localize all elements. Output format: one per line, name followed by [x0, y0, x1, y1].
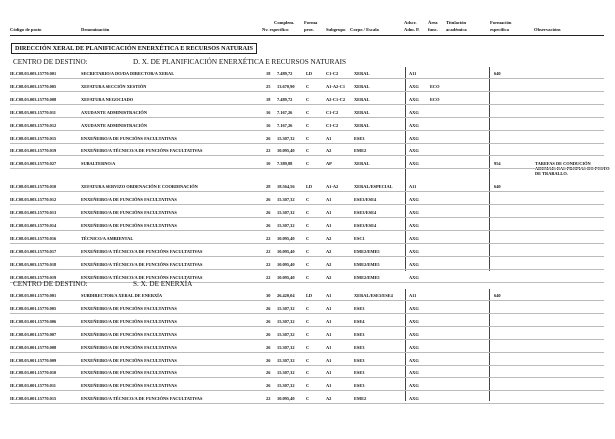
cell-corpo: ESE3/ESE4	[354, 222, 377, 228]
cell-corpo: XERAL	[354, 122, 370, 128]
cell-comp: 10.095,40	[277, 235, 295, 241]
cell-den: AXUDANTE ADMINISTRACIÓN	[81, 122, 147, 128]
cell-area: ECO	[430, 96, 440, 102]
cell-comp: 18.564,56	[277, 184, 295, 190]
cell-code: IE.C08.03.003.15770.012	[10, 197, 57, 203]
row-rule	[10, 155, 604, 156]
table-row	[0, 383, 615, 391]
cell-sub: A1	[326, 197, 332, 203]
cell-adscr: AXG	[409, 396, 419, 402]
cell-fp: C	[306, 331, 310, 337]
cell-nv: 18	[266, 71, 271, 76]
cell-comp: 10.095,40	[277, 248, 295, 254]
table-row	[0, 197, 615, 205]
cell-den: SUBALTERNO/A	[81, 161, 116, 167]
cell-nv: 22	[266, 235, 271, 241]
header-prov: prov.	[304, 27, 314, 32]
cell-den: SECRETARIO/A DO/DA DIRECTOR/A XERAL	[81, 71, 175, 76]
cell-code: IE.C08.03.001.15770.005	[10, 305, 57, 311]
cell-code: IE.C08.03.003.15770.017	[10, 248, 57, 254]
cell-adscr: AXG	[409, 210, 419, 215]
cell-fp: LD	[306, 184, 313, 190]
cell-nv: 26	[266, 383, 271, 389]
header-observacions: Observacións	[534, 27, 561, 32]
cell-sub: A1	[326, 222, 332, 228]
cell-fp: C	[306, 96, 310, 102]
table-row	[0, 223, 615, 231]
cell-code: IE.C08.03.001.15770.001	[10, 293, 57, 298]
cell-code: IE.C08.03.003.15770.019	[10, 148, 57, 154]
cell-fp: C	[306, 109, 310, 115]
header-codigo: Código de posto	[10, 27, 42, 32]
cell-sub: A2	[326, 261, 332, 267]
header-forma: Forma	[304, 20, 318, 25]
row-rule	[10, 143, 604, 144]
cell-code: IE.C08.03.001.15770.009	[10, 357, 57, 363]
table-row	[0, 396, 615, 404]
cell-code: IE.C08.03.003.15770.011	[10, 109, 56, 115]
cell-nv: 26	[266, 344, 271, 350]
cell-comp: 7.389,88	[277, 161, 293, 167]
cell-corpo: ESE3	[354, 305, 365, 311]
cell-code: IE.C08.03.003.15770.015	[10, 135, 57, 141]
cell-fp: C	[306, 83, 310, 89]
cell-adscr: AXG	[409, 331, 419, 337]
cell-fp: C	[306, 344, 310, 350]
header-adm: Adm. P.	[404, 27, 420, 32]
cell-comp: 10.095,40	[277, 274, 295, 280]
cell-code: IE.C08.03.003.15770.016	[10, 235, 57, 241]
row-rule	[10, 403, 604, 404]
cell-adscr: AXG	[409, 222, 419, 228]
cell-area: ECO	[430, 83, 440, 89]
cell-adscr: AXG	[409, 197, 419, 203]
header-subgrupo: Subgrupo	[326, 27, 346, 32]
row-rule	[10, 230, 604, 231]
cell-corpo: ESE3	[354, 344, 365, 350]
center-name: D. X. DE PLANIFICACIÓN ENERXÉTICA E RECURSOS NATURAIS	[133, 58, 347, 66]
cell-comp: 10.095,40	[277, 261, 295, 267]
table-row	[0, 345, 615, 353]
cell-obs: TAREFAS DE CONDUCIÓN ADEMAIS DAS PROPIAS DO POSTO DE TRABALLO.	[535, 161, 610, 177]
row-rule	[10, 300, 604, 301]
header-especifica: específica	[490, 27, 509, 32]
header-rule	[10, 35, 604, 36]
row-rule	[10, 191, 604, 192]
cell-code: IE.C08.03.001.15770.010	[10, 370, 57, 376]
cell-comp: 13.670,90	[277, 83, 295, 89]
cell-adscr: AXG	[409, 135, 419, 141]
cell-den: ENXEÑEIRO/A DE FUNCIÓNS FACULTATIVAS	[81, 344, 177, 350]
table-row	[0, 148, 615, 156]
header-corpo: Corpo / Escala	[350, 27, 379, 32]
cell-adscr: AXG	[409, 357, 419, 363]
cell-sub: A1	[326, 357, 332, 363]
header-complemento: Complem.	[274, 20, 295, 25]
cell-den: ENXEÑEIRO/A TÉCNICO/A DE FUNCIÓNS FACULTATIVAS	[81, 261, 203, 267]
cell-corpo: EME2/EME5	[354, 261, 380, 267]
cell-sub: A2-C1-C2	[326, 96, 346, 102]
cell-adscr: AXG	[409, 274, 419, 280]
cell-form: 640	[494, 293, 501, 298]
cell-fp: C	[306, 148, 310, 154]
cell-adscr: AXG	[409, 109, 419, 115]
table-row	[0, 97, 615, 105]
row-rule	[10, 256, 604, 257]
cell-corpo: ESE3	[354, 383, 365, 389]
cell-adscr: A11	[409, 184, 417, 190]
cell-code: IE.C08.03.001.15770.008	[10, 344, 57, 350]
header-denominacion: Denominación	[81, 27, 110, 32]
table-row	[0, 136, 615, 144]
cell-sub: C1-C2	[326, 122, 339, 128]
cell-den: ENXEÑEIRO/A DE FUNCIÓNS FACULTATIVAS	[81, 370, 177, 376]
cell-corpo: ESE3	[354, 357, 365, 363]
cell-corpo: ESE3	[354, 370, 365, 376]
center-label: CENTRO DE DESTINO:	[13, 280, 88, 288]
cell-fp: C	[306, 370, 310, 376]
cell-corpo: XERAL	[354, 71, 370, 76]
cell-comp: 15.307,32	[277, 383, 295, 389]
cell-comp: 15.307,32	[277, 344, 295, 350]
cell-adscr: AXG	[409, 318, 419, 324]
cell-nv: 26	[266, 222, 271, 228]
row-rule	[10, 313, 604, 314]
cell-fp: C	[306, 396, 310, 402]
table-row	[0, 358, 615, 366]
table-row	[0, 210, 615, 218]
cell-nv: 26	[266, 197, 271, 203]
cell-form: 954	[494, 161, 501, 167]
row-rule	[10, 390, 604, 391]
cell-form: 640	[494, 71, 501, 76]
cell-adscr: AXG	[409, 83, 419, 89]
cell-corpo: ESC1	[354, 235, 365, 241]
center-name: S. X. DE ENERXÍA	[133, 280, 193, 288]
cell-den: ENXEÑEIRO/A TÉCNICO/A DE FUNCIÓNS FACULTATIVAS	[81, 148, 203, 154]
row-rule	[10, 352, 604, 353]
cell-sub: A1-A2-C1	[326, 83, 346, 89]
cell-den: ENXEÑEIRO/A DE FUNCIÓNS FACULTATIVAS	[81, 318, 177, 324]
cell-sub: A2	[326, 235, 332, 241]
cell-den: ENXEÑEIRO/A DE FUNCIÓNS FACULTATIVAS	[81, 357, 177, 363]
cell-nv: 22	[266, 148, 271, 154]
cell-fp: C	[306, 318, 310, 324]
cell-adscr: AXG	[409, 383, 419, 389]
cell-sub: A1	[326, 344, 332, 350]
cell-sub: C1-C2	[326, 109, 339, 115]
cell-fp: LD	[306, 293, 313, 298]
cell-den: SUBDIRECTOR/A XERAL DE ENERXÍA	[81, 293, 163, 298]
header-titulacion: Titulación	[446, 20, 467, 25]
row-rule	[10, 104, 604, 105]
cell-code: IE.C08.03.003.15770.005	[10, 83, 57, 89]
cell-comp: 15.307,32	[277, 197, 295, 203]
cell-fp: LD	[306, 71, 313, 76]
cell-nv: 10	[266, 161, 271, 167]
cell-fp: C	[306, 248, 310, 254]
table-row	[0, 262, 615, 270]
cell-code: IE.C08.03.003.15770.014	[10, 222, 57, 228]
cell-sub: A2	[326, 274, 332, 280]
row-rule	[10, 78, 604, 79]
cell-nv: 22	[266, 248, 271, 254]
cell-code: IE.C08.03.003.15770.012	[10, 122, 57, 128]
cell-den: ENXEÑEIRO/A TÉCNICO/A DE FUNCIÓNS FACULTATIVAS	[81, 248, 203, 254]
cell-adscr: AXG	[409, 235, 419, 241]
cell-adscr: AXG	[409, 370, 419, 376]
row-rule	[10, 117, 604, 118]
cell-sub: A1	[326, 331, 332, 337]
cell-code: IE.C08.03.001.15770.006	[10, 318, 57, 324]
row-rule	[10, 339, 604, 340]
cell-fp: C	[306, 261, 310, 267]
cell-nv: 28	[266, 184, 271, 190]
table-row	[0, 84, 615, 92]
cell-den: AXUDANTE ADMINISTRACIÓN	[81, 109, 147, 115]
cell-code: IE.C08.03.001.15770.015	[10, 396, 57, 402]
table-row	[0, 71, 615, 79]
table-row	[0, 319, 615, 327]
cell-nv: 18	[266, 96, 271, 102]
cell-nv: 16	[266, 109, 271, 115]
cell-sub: A2	[326, 396, 332, 402]
table-row	[0, 110, 615, 118]
cell-comp: 7.489,72	[277, 71, 293, 76]
cell-code: IE.C08.03.003.15770.018	[10, 261, 57, 267]
cell-den: ENXEÑEIRO/A DE FUNCIÓNS FACULTATIVAS	[81, 135, 177, 141]
cell-code: IE.C08.03.003.15770.027	[10, 161, 57, 167]
cell-code: IE.C08.03.003.15770.008	[10, 96, 57, 102]
cell-den: ENXEÑEIRO/A DE FUNCIÓNS FACULTATIVAS	[81, 197, 177, 203]
cell-sub: A1	[326, 135, 332, 141]
table-row	[0, 306, 615, 314]
cell-fp: C	[306, 122, 310, 128]
cell-corpo: XERAL/ESPECIAL	[354, 184, 393, 190]
cell-nv: 22	[266, 396, 271, 402]
cell-comp: 15.307,32	[277, 331, 295, 337]
row-rule	[10, 91, 604, 92]
cell-adscr: AXG	[409, 344, 419, 350]
table-row	[0, 236, 615, 244]
cell-den: ENXEÑEIRO/A DE FUNCIÓNS FACULTATIVAS	[81, 305, 177, 311]
cell-corpo: ESE3	[354, 135, 365, 141]
row-rule	[10, 282, 604, 283]
cell-sub: A1	[326, 293, 332, 298]
cell-adscr: AXG	[409, 305, 419, 311]
cell-den: ENXEÑEIRO/A TÉCNICO/A DE FUNCIÓNS FACULTATIVAS	[81, 274, 203, 280]
table-row	[0, 123, 615, 131]
cell-code: IE.C08.03.001.15770.011	[10, 383, 56, 389]
cell-nv: 22	[266, 261, 271, 267]
cell-nv: 26	[266, 331, 271, 337]
section-title: DIRECCIÓN XERAL DE PLANIFICACIÓN ENERXÉTICA E RECURSOS NATURAIS	[11, 43, 257, 54]
table-row	[0, 275, 615, 283]
table-row	[0, 184, 615, 192]
cell-adscr: A11	[409, 293, 417, 298]
row-rule	[10, 168, 604, 169]
row-rule	[10, 130, 604, 131]
cell-corpo: ESE3/ESE4	[354, 197, 377, 203]
cell-nv: 25	[266, 83, 271, 89]
cell-fp: C	[306, 197, 310, 203]
cell-adscr: AXG	[409, 148, 419, 154]
cell-nv: 26	[266, 135, 271, 141]
cell-comp: 7.167,26	[277, 109, 293, 115]
row-rule	[10, 269, 604, 270]
row-rule	[10, 243, 604, 244]
cell-sub: A1	[326, 210, 332, 215]
cell-adscr: AXG	[409, 261, 419, 267]
cell-den: ENXEÑEIRO/A DE FUNCIÓNS FACULTATIVAS	[81, 331, 177, 337]
cell-sub: A1-A2	[326, 184, 339, 190]
cell-den: ENXEÑEIRO/A DE FUNCIÓNS FACULTATIVAS	[81, 383, 177, 389]
cell-sub: C1-C2	[326, 71, 339, 76]
cell-sub: AP	[326, 161, 332, 167]
cell-fp: C	[306, 274, 310, 280]
cell-corpo: ESE3	[354, 331, 365, 337]
cell-corpo: EME2	[354, 396, 367, 402]
cell-corpo: EME2/EME5	[354, 248, 380, 254]
cell-den: XEFATURA SERVIZO ORDENACIÓN E COORDINACIÓN	[81, 184, 198, 190]
cell-comp: 7.489,72	[277, 96, 293, 102]
cell-comp: 15.307,32	[277, 135, 295, 141]
cell-comp: 26.420,04	[277, 293, 295, 298]
header-nivel-especifico: Nv. específico	[262, 27, 289, 32]
row-rule	[10, 217, 604, 218]
cell-code: IE.C08.03.003.15770.010	[10, 184, 57, 190]
cell-adscr: AXG	[409, 161, 419, 167]
cell-den: TÉCNICO/A AMBIENTAL	[81, 235, 134, 241]
cell-corpo: XERAL	[354, 96, 370, 102]
cell-adscr: AXG	[409, 248, 419, 254]
cell-comp: 15.307,32	[277, 357, 295, 363]
table-row	[0, 370, 615, 378]
cell-nv: 30	[266, 293, 271, 298]
cell-code: IE.C08.03.003.15770.013	[10, 210, 57, 215]
cell-code: IE.C08.03.003.15770.019	[10, 274, 57, 280]
cell-adscr: A11	[409, 71, 417, 76]
cell-comp: 15.307,32	[277, 305, 295, 311]
cell-corpo: XERAL	[354, 109, 370, 115]
cell-nv: 16	[266, 122, 271, 128]
cell-den: ENXEÑEIRO/A TÉCNICO/A DE FUNCIÓNS FACULTATIVAS	[81, 396, 203, 402]
cell-code: IE.C08.03.001.15770.007	[10, 331, 57, 337]
cell-adscr: AXG	[409, 122, 419, 128]
cell-comp: 10.095,40	[277, 148, 295, 154]
cell-nv: 22	[266, 274, 271, 280]
cell-den: XEFATURA NEGOCIADO	[81, 96, 134, 102]
table-row	[0, 293, 615, 301]
header-area: Área	[428, 20, 438, 25]
cell-sub: A1	[326, 318, 332, 324]
cell-corpo: XERAL	[354, 83, 370, 89]
cell-adscr: AXG	[409, 96, 419, 102]
cell-nv: 26	[266, 370, 271, 376]
cell-comp: 7.167,26	[277, 122, 293, 128]
cell-comp: 15.307,32	[277, 318, 295, 324]
cell-nv: 26	[266, 305, 271, 311]
table-row	[0, 161, 615, 177]
cell-form: 640	[494, 184, 501, 190]
cell-nv: 26	[266, 357, 271, 363]
header-formacion: Formación	[490, 20, 512, 25]
cell-sub: A2	[326, 248, 332, 254]
cell-den: ENXEÑEIRO/A DE FUNCIÓNS FACULTATIVAS	[81, 210, 177, 215]
cell-comp: 15.307,32	[277, 370, 295, 376]
cell-fp: C	[306, 235, 310, 241]
cell-corpo: EME2/EME5	[354, 274, 380, 280]
cell-corpo: ESE3/ESE4	[354, 210, 377, 215]
table-row	[0, 249, 615, 257]
cell-fp: C	[306, 383, 310, 389]
cell-code: IE.C08.03.003.15770.001	[10, 71, 57, 76]
cell-fp: C	[306, 357, 310, 363]
cell-comp: 15.307,32	[277, 210, 295, 215]
center-label: CENTRO DE DESTINO:	[13, 58, 88, 66]
cell-sub: A1	[326, 383, 332, 389]
cell-nv: 26	[266, 318, 271, 324]
cell-den: ENXEÑEIRO/A DE FUNCIÓNS FACULTATIVAS	[81, 222, 177, 228]
cell-corpo: ESE4	[354, 318, 365, 324]
row-rule	[10, 377, 604, 378]
header-adscr: Adscr.	[404, 20, 417, 25]
cell-fp: C	[306, 222, 310, 228]
cell-fp: C	[306, 210, 310, 215]
row-rule	[10, 326, 604, 327]
cell-sub: A1	[326, 370, 332, 376]
cell-corpo: EME2	[354, 148, 367, 154]
cell-den: XEFATURA SECCIÓN XESTIÓN	[81, 83, 147, 89]
header-academica: académica	[446, 27, 467, 32]
row-rule	[10, 365, 604, 366]
cell-comp: 15.307,32	[277, 222, 295, 228]
row-rule	[10, 204, 604, 205]
cell-sub: A2	[326, 148, 332, 154]
cell-fp: C	[306, 135, 310, 141]
cell-sub: A1	[326, 305, 332, 311]
cell-corpo: XERAL	[354, 161, 370, 167]
cell-fp: C	[306, 161, 310, 167]
cell-nv: 26	[266, 210, 271, 215]
cell-fp: C	[306, 305, 310, 311]
header-func: func.	[428, 27, 438, 32]
table-row	[0, 332, 615, 340]
cell-corpo: XERAL/ESE3/ESE4	[354, 293, 393, 298]
cell-comp: 10.095,40	[277, 396, 295, 402]
